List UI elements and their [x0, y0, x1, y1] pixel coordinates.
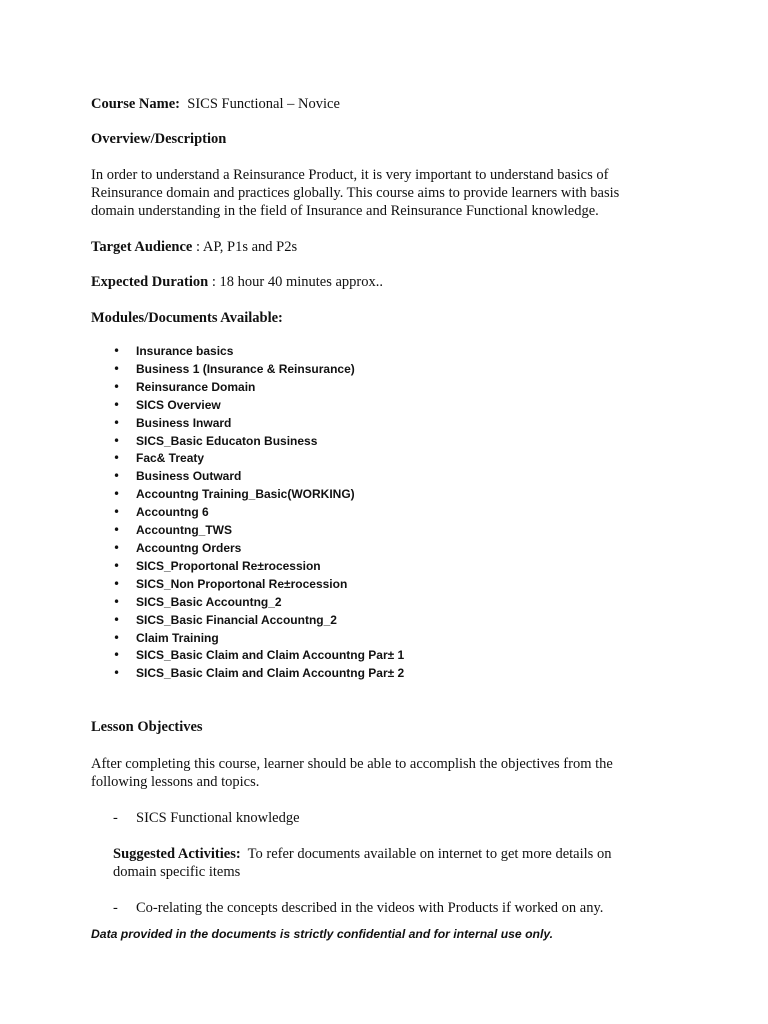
module-item: • SICS_Basic Financial Accountng_2 [91, 612, 404, 630]
objectives-line: following lessons and topics. [91, 774, 260, 790]
topic-item [113, 899, 603, 917]
overview-line: In order to understand a Reinsurance Product, it is very important to understand basics of [91, 167, 609, 183]
suggested-activities [113, 845, 653, 881]
module-item: • Accountng 6 [91, 504, 404, 522]
course-name-line [91, 95, 340, 113]
module-item: • SICS_Non Proportonal Re±rocession [91, 576, 404, 594]
course-name-label: Course Name: [91, 96, 180, 112]
module-item: • SICS_Basic Accountng_2 [91, 594, 404, 612]
expected-duration-label: Expected Duration [91, 274, 209, 290]
modules-heading: Modules/Documents Available: [91, 310, 283, 326]
suggested-activities-label: Suggested Activities: [113, 846, 241, 862]
topic-text: SICS Functional knowledge [136, 810, 300, 826]
dash-bullet: - [113, 810, 118, 826]
suggested-activities-text-continued: domain specific items [113, 864, 241, 880]
module-item: • Insurance basics [91, 343, 404, 361]
lesson-objectives-heading: Lesson Objectives [91, 719, 203, 735]
module-item: • Claim Training [91, 630, 404, 648]
overview-heading: Overview/Description [91, 131, 227, 147]
module-item: • SICS_Basic Claim and Claim Accountng Par± 2 [91, 665, 404, 683]
topic-item [113, 809, 300, 827]
confidentiality-notice: Data provided in the documents is strictly confidential and for internal use only. [91, 927, 554, 941]
expected-duration-value: : 18 hour 40 minutes approx.. [211, 274, 384, 290]
module-item: • Business Inward [91, 415, 404, 433]
module-item: • SICS_Basic Educaton Business [91, 433, 404, 451]
suggested-activities-text: To refer documents available on internet to get more details on [247, 846, 612, 862]
dash-bullet: - [113, 900, 118, 916]
overview-description [91, 166, 651, 220]
objectives-line: After completing this course, learner should be able to accomplish the objectives from the [91, 756, 613, 772]
target-audience-line [91, 238, 297, 256]
module-item: • Accountng_TWS [91, 522, 404, 540]
course-name-value: SICS Functional – Novice [187, 96, 340, 112]
overview-line: domain understanding in the field of Insurance and Reinsurance Functional knowledge. [91, 203, 599, 219]
module-item: • SICS_Basic Claim and Claim Accountng Par± 1 [91, 647, 404, 665]
module-item: • Reinsurance Domain [91, 379, 404, 397]
module-item: • SICS Overview [91, 397, 404, 415]
module-item: • Business Outward [91, 468, 404, 486]
module-item: • Accountng Training_Basic(WORKING) [91, 486, 404, 504]
module-item: • SICS_Proportonal Re±rocession [91, 558, 404, 576]
target-audience-value: : AP, P1s and P2s [196, 239, 298, 255]
module-item: • Accountng Orders [91, 540, 404, 558]
expected-duration-line [91, 273, 383, 291]
module-item: • Business 1 (Insurance & Reinsurance) [91, 361, 404, 379]
modules-list [91, 343, 404, 683]
module-item: • Fac& Treaty [91, 450, 404, 468]
lesson-objectives-description [91, 755, 651, 791]
target-audience-label: Target Audience [91, 239, 193, 255]
overview-line: Reinsurance domain and practices globally. This course aims to provide learners with basis [91, 185, 620, 201]
topic-text: Co-relating the concepts described in the videos with Products if worked on any. [136, 900, 604, 916]
